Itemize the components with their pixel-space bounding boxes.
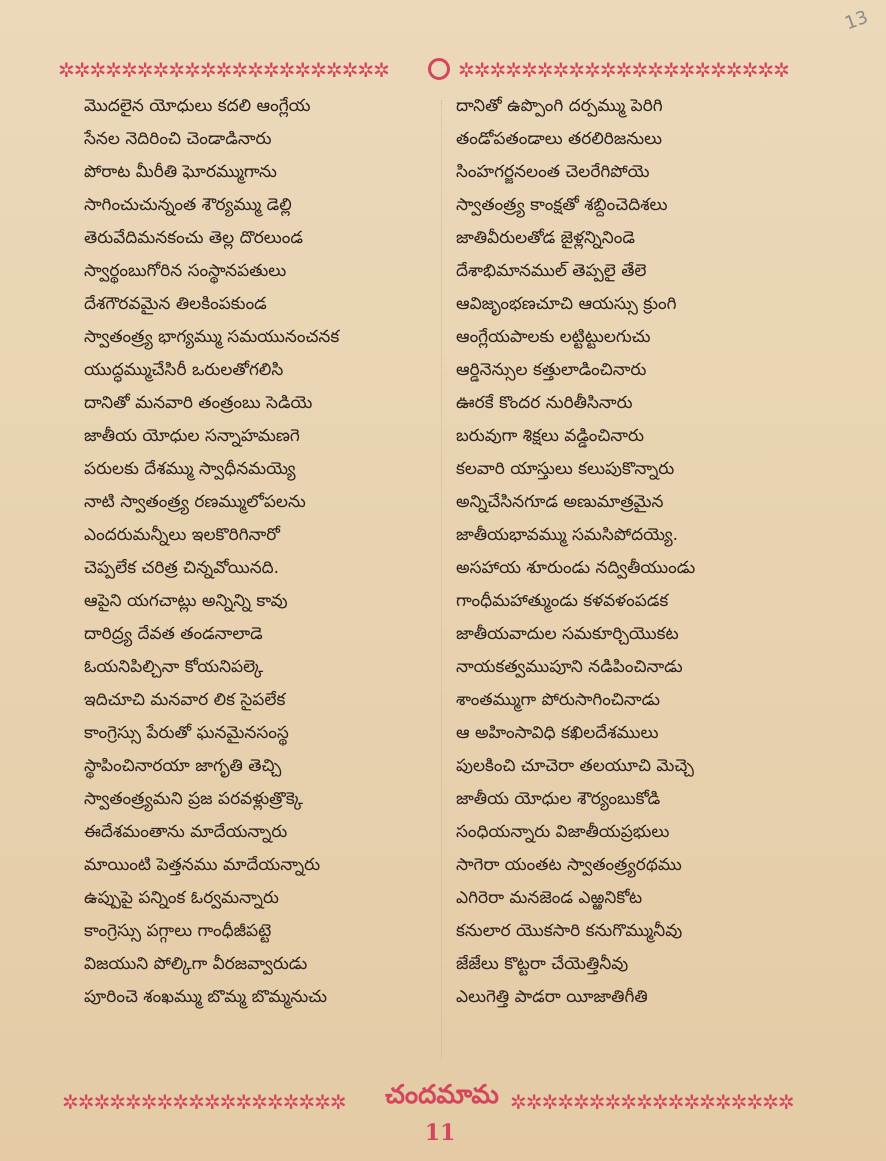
poem-line: సంధియన్నారు విజాతీయప్రభులు xyxy=(456,822,670,842)
poem-line: కాంగ్రెస్సు పేరుతో ఘనమైనసంస్థ xyxy=(84,723,289,743)
poem-line: మాయింటి పెత్తనము మాదేయన్నారు xyxy=(84,855,321,875)
poem-line: సాగెరా యంతట స్వాతంత్ర్యరథము xyxy=(456,855,682,875)
poem-line: సేనల నెదిరించి చెండాడినారు xyxy=(84,129,272,149)
poem-line: ఆ అహింసావిధి కఖిలదేశములు xyxy=(456,723,659,743)
top-center-ring-ornament xyxy=(428,58,450,80)
poem-line: నాయకత్వముపూని నడిపించినాడు xyxy=(456,657,683,677)
poem-line: కనులార యొకసారి కనుగొమ్మునీవు xyxy=(456,921,683,941)
poem-line: ఆపైని యగచాట్లు అన్నిన్ని కావు xyxy=(84,591,288,611)
poem-line: స్వాతంత్ర్య కాంక్షతో శబ్దించెదిశలు xyxy=(456,195,668,215)
poem-line: దేశాభిమానముల్ తెప్పలై తేలె xyxy=(456,261,647,281)
poem-line: జేజేలు కొట్టరా చేయెత్తినీవు xyxy=(456,954,629,974)
poem-line: దారిద్ర్య దేవత తండనాలాడె xyxy=(84,624,263,644)
poem-line: దానితో మనవారి తంత్రంబు సెడియె xyxy=(84,393,313,413)
left-poem-column xyxy=(84,90,444,1014)
magazine-name-footer: చందమామ xyxy=(385,1080,499,1110)
poem-line: జాతీయ యోధుల శౌర్యంబుకోడి xyxy=(456,789,661,809)
poem-line: కాంగ్రెస్సు పగ్గాలు గాంధీజీపట్టె xyxy=(84,921,272,941)
poem-line: గాంధీమహాత్ముండు కళవళంపడక xyxy=(456,591,669,611)
poem-line: సాగించుచున్నంత శౌర్యమ్ము డెల్లి xyxy=(84,195,292,215)
poem-line: శాంతమ్ముగా పోరుసాగించినాడు xyxy=(456,690,661,710)
poem-line: స్వాతంత్ర్య భాగ్యమ్ము సమయునంచనక xyxy=(84,327,340,347)
poem-line: ఆంగ్లేయపాలకు లట్టిట్టులగుచు xyxy=(456,327,651,347)
poem-line: స్థాపించినారయా జాగృతి తెచ్చి xyxy=(84,756,282,776)
poem-line: తండోపతండాలు తరలిరిజనులు xyxy=(456,129,663,149)
top-right-ornament-border: ✲✲✲✲✲✲✲✲✲✲✲✲✲✲✲✲✲✲✲✲✲ xyxy=(458,58,789,82)
poem-line: ఇదిచూచి మనవార లిక సైపలేక xyxy=(84,690,286,710)
poem-line: నాటి స్వాతంత్ర్య రణమ్ములోపలను xyxy=(84,492,306,512)
poem-line: జాతీయ యోధుల సన్నాహమణగె xyxy=(84,426,300,446)
poem-line: ఊరకే కొందర నురితీసినారు xyxy=(456,393,633,413)
poem-line: ఆర్డినెన్సుల కత్తులాడించినారు xyxy=(456,360,647,380)
poem-line: జాతివీరులతోడ జైళ్లన్నినిండె xyxy=(456,228,635,248)
poem-line: తెరువేదిమనకంచు తెల్ల దొరలుండ xyxy=(84,228,303,248)
poem-line: దేశగౌరవమైన తిలకింపకుండ xyxy=(84,294,267,314)
corner-handwritten-note: 13 xyxy=(842,6,871,35)
poem-line: అసహాయ శూరుండు నద్వితీయుండు xyxy=(456,558,696,578)
poem-line: బరువుగా శిక్షలు వడ్డించినారు xyxy=(456,426,644,446)
poem-line: పూరించె శంఖమ్ము బొమ్మ బొమ్మనుచు xyxy=(84,987,328,1007)
poem-line: ఓయనిపిల్చినా కోయనిపల్కె xyxy=(84,657,264,677)
poem-line: సింహగర్జనలంత చెలరేగిపోయె xyxy=(456,162,650,182)
poem-line: యుద్ధమ్ముచేసిరీ ఒరులతోగలిసి xyxy=(84,360,284,380)
poem-line: జాతీయవాదుల సమకూర్చియొకట xyxy=(456,624,679,644)
poem-line: ఎగిరెరా మనజెండ ఎఱ్ఱనికోట xyxy=(456,888,643,908)
poem-line: ఆవిజృంభణచూచి ఆయస్సు క్రుంగి xyxy=(456,294,677,314)
poem-line: అన్నిచేసినగూడ అణుమాత్రమైన xyxy=(456,492,664,512)
bottom-right-ornament-border: ✲✲✲✲✲✲✲✲✲✲✲✲✲✲✲✲✲✲ xyxy=(510,1090,794,1114)
poem-line: విజయుని పోల్కిగా వీరజవ్వారుడు xyxy=(84,954,308,974)
poem-line: కలవారి యాస్తులు కలుపుకొన్నారు xyxy=(456,459,675,479)
top-left-ornament-border: ✲✲✲✲✲✲✲✲✲✲✲✲✲✲✲✲✲✲✲✲✲ xyxy=(58,58,389,82)
poem-line: స్వాతంత్ర్యమని ప్రజ పరవళ్లుత్రొక్కె xyxy=(84,789,303,809)
poem-line: ఉప్పుపై పన్నింక ఓర్వమన్నారు xyxy=(84,888,279,908)
poem-line: ఎందరుమన్నీలు ఇలకొరిగినారో xyxy=(84,525,280,545)
poem-line: ఈదేశమంతాను మాదేయన్నారు xyxy=(84,822,288,842)
page-number: 11 xyxy=(424,1120,456,1146)
poem-line: పరులకు దేశమ్ము స్వాధీనమయ్యె xyxy=(84,459,296,479)
bottom-left-ornament-border: ✲✲✲✲✲✲✲✲✲✲✲✲✲✲✲✲✲✲ xyxy=(62,1090,346,1114)
poem-line: పులకించి చూచెరా తలయూచి మెచ్చె xyxy=(456,756,694,776)
right-poem-column xyxy=(456,90,816,1014)
poem-line: స్వార్థంబుగోరిన సంస్థానపతులు xyxy=(84,261,287,281)
poem-line: దానితో ఉప్పొంగి దర్పమ్ము పెరిగి xyxy=(456,96,663,116)
poem-line: పోరాట మీరీతి ఘోరమ్ముగాను xyxy=(84,162,277,182)
poem-line: ఎలుగెత్తి పాడరా యీజాతిగీతి xyxy=(456,987,648,1007)
poem-line: జాతీయభావమ్ము సమసిపోదయ్యె. xyxy=(456,525,679,545)
poem-line: చెప్పలేక చరిత్ర చిన్నవోయినది. xyxy=(84,558,280,578)
poem-line: మొదలైన యోధులు కదలి ఆంగ్లేయ xyxy=(84,96,311,116)
